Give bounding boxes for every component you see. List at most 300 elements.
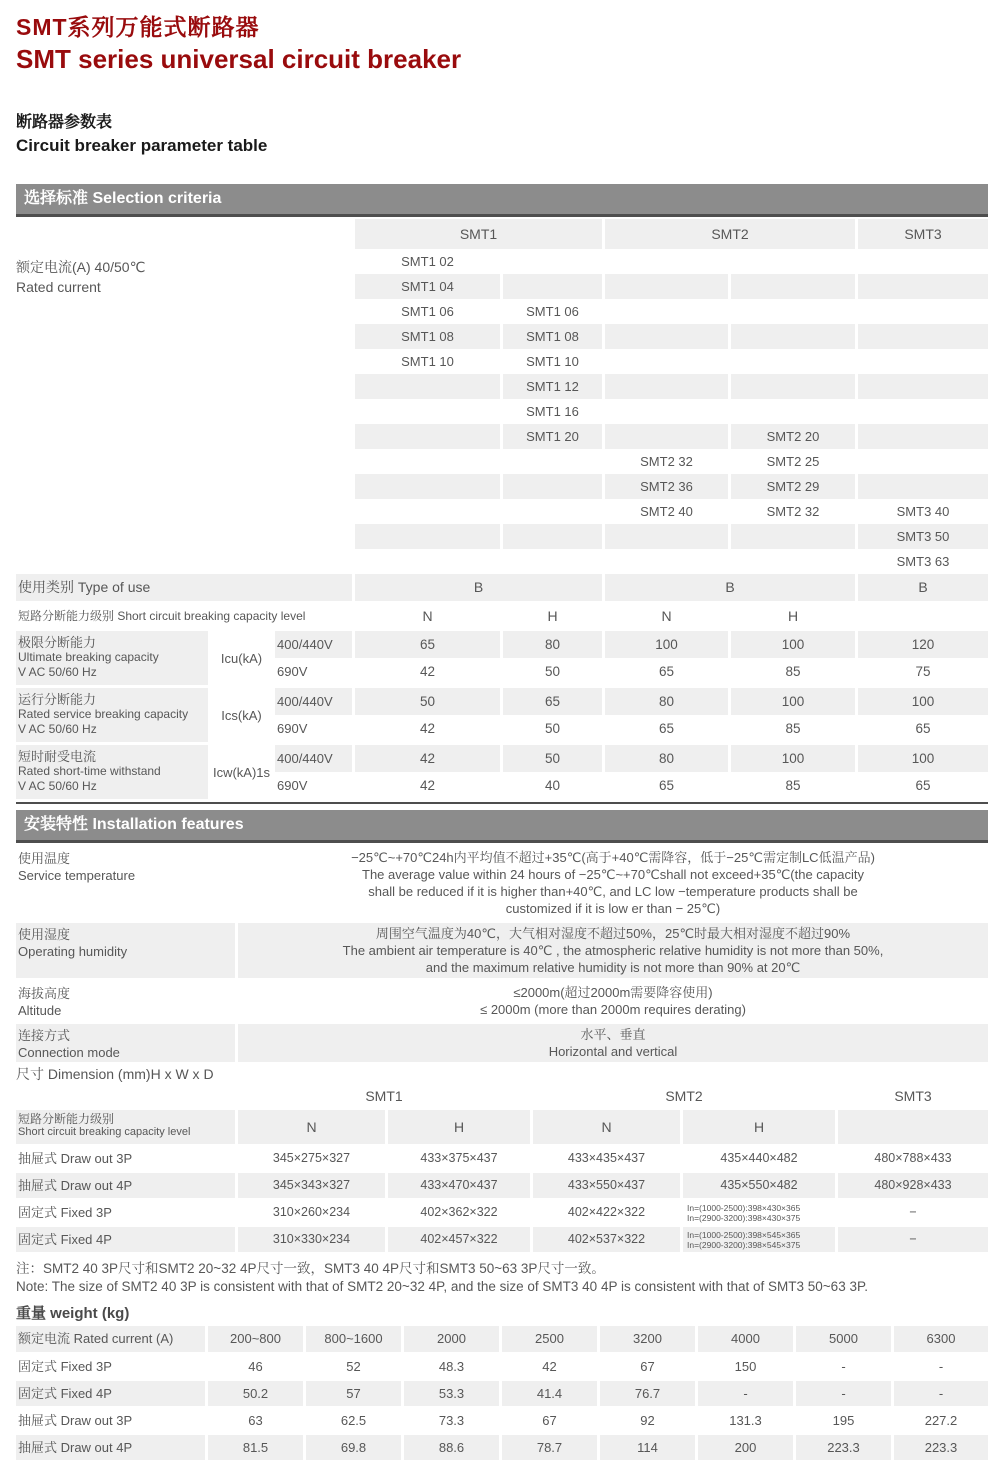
operating-humidity-line: The ambient air temperature is 40℃ , the atmospheric relative humidity is not more than 50%, <box>342 943 884 958</box>
rated-cell <box>855 324 988 349</box>
dimension-value-small <box>680 1227 835 1252</box>
weight-value: 76.7 <box>597 1381 695 1406</box>
weight-value: 73.3 <box>401 1408 499 1433</box>
weight-row-label: 抽屉式 Draw out 4P <box>16 1435 205 1460</box>
service-temperature-row <box>16 847 988 919</box>
weight-heading: 重量 weight (kg) <box>16 1305 130 1322</box>
capacity-value: 85 <box>728 658 855 685</box>
rated-cell <box>602 549 728 574</box>
capacity-values-row <box>272 715 988 742</box>
altitude-value <box>235 982 988 1020</box>
rated-current-label <box>16 249 352 574</box>
dimension-value: 402×537×322 <box>530 1227 680 1252</box>
weight-value: 227.2 <box>891 1408 988 1433</box>
weight-value: 131.3 <box>695 1408 793 1433</box>
capacity-value: 65 <box>352 631 500 658</box>
dimension-row-fixed-3p <box>16 1200 988 1225</box>
weight-column-header: 800~1600 <box>303 1326 401 1352</box>
capacity-value: 100 <box>602 631 728 658</box>
capacity-value: 50 <box>352 688 500 715</box>
dimension-series-smt3: SMT3 <box>835 1084 988 1108</box>
rated-cell <box>500 249 602 274</box>
weight-value: 67 <box>499 1408 597 1433</box>
rated-cell: SMT2 36 <box>602 474 728 499</box>
rated-row <box>352 399 988 424</box>
capacity-value: 65 <box>602 715 728 742</box>
dimension-small-line: In=(2900-3200):398×430×375 <box>687 1212 801 1223</box>
dimension-capacity-level-value: H <box>680 1110 835 1144</box>
capacity-level-value <box>855 601 988 631</box>
capacity-value: 42 <box>352 715 500 742</box>
capacity-value: 100 <box>855 688 988 715</box>
rated-cell <box>728 524 855 549</box>
dimension-value: 345×343×327 <box>235 1173 385 1198</box>
rated-cell: SMT2 29 <box>728 474 855 499</box>
capacity-level-value: N <box>352 601 500 631</box>
rated-row <box>352 274 988 299</box>
operating-humidity-line: and the maximum relative humidity is not more than 90% at 20℃ <box>425 960 801 975</box>
operating-humidity-label-en: Operating humidity <box>18 944 128 959</box>
dimension-capacity-level-label <box>16 1110 235 1144</box>
rated-cell: SMT1 10 <box>352 349 500 374</box>
rated-cell <box>602 424 728 449</box>
rated-row <box>352 324 988 349</box>
dimension-value: 310×330×234 <box>235 1227 385 1252</box>
capacity-block-label-cn: 运行分断能力 <box>18 692 97 707</box>
rated-cell <box>855 274 988 299</box>
operating-humidity-label <box>16 923 235 978</box>
capacity-block-label-en: Rated service breaking capacity <box>18 707 189 721</box>
dimension-row-label: 抽屉式 Draw out 3P <box>18 1151 133 1166</box>
series-header-smt2: SMT2 <box>602 219 855 249</box>
voltage-label: 400/440V <box>272 688 352 715</box>
capacity-value: 100 <box>728 745 855 772</box>
rated-cell <box>602 524 728 549</box>
dimension-value: 345×275×327 <box>235 1146 385 1171</box>
weight-row-label: 固定式 Fixed 3P <box>18 1359 112 1374</box>
altitude-row <box>16 982 988 1020</box>
weight-row-label: 抽屉式 Draw out 3P <box>18 1413 133 1428</box>
capacity-block-icu <box>16 631 988 685</box>
dimension-value: 480×928×433 <box>835 1173 988 1198</box>
weight-value: 78.7 <box>499 1435 597 1460</box>
rated-cell <box>602 274 728 299</box>
dimension-series-spacer <box>16 1084 235 1108</box>
capacity-values-row <box>272 631 988 658</box>
operating-humidity-label-cn: 使用湿度 <box>18 927 71 942</box>
rated-cell <box>855 449 988 474</box>
rated-row <box>352 549 988 574</box>
capacity-value: 65 <box>602 658 728 685</box>
rated-cell: SMT1 04 <box>352 274 500 299</box>
capacity-block-label <box>16 688 208 742</box>
rated-cell <box>500 474 602 499</box>
rated-row <box>352 349 988 374</box>
rated-cell <box>728 374 855 399</box>
weight-value: 81.5 <box>205 1435 303 1460</box>
page-subtitle-en: Circuit breaker parameter table <box>16 136 268 155</box>
rated-cell <box>728 274 855 299</box>
dimension-row-fixed-4p <box>16 1227 988 1252</box>
capacity-block-label-en: Ultimate breaking capacity <box>18 650 159 664</box>
weight-header-label: 额定电流 Rated current (A) <box>16 1326 205 1352</box>
rated-row <box>352 424 988 449</box>
weight-value: 114 <box>597 1435 695 1460</box>
weight-header-row <box>16 1326 988 1352</box>
weight-value: 223.3 <box>891 1435 988 1460</box>
rated-cell <box>352 399 500 424</box>
dimension-row-drawout-3p <box>16 1146 988 1171</box>
weight-value: - <box>891 1381 988 1406</box>
dimension-row-label: 固定式 Fixed 3P <box>18 1205 112 1220</box>
operating-humidity-value <box>235 923 988 978</box>
service-temperature-label <box>16 847 235 919</box>
voltage-label: 400/440V <box>272 631 352 658</box>
dimension-capacity-level-label-en: Short circuit breaking capacity level <box>18 1126 191 1138</box>
rated-cell: SMT2 32 <box>728 499 855 524</box>
weight-value: 150 <box>695 1354 793 1379</box>
capacity-block-label-sub: V AC 50/60 Hz <box>18 665 97 679</box>
weight-value: - <box>793 1354 891 1379</box>
capacity-value: 42 <box>352 772 500 799</box>
dimension-value: − <box>835 1227 988 1252</box>
weight-column-header: 2500 <box>499 1326 597 1352</box>
capacity-value: 100 <box>855 745 988 772</box>
type-of-use-value: B <box>602 574 855 601</box>
capacity-value: 80 <box>602 745 728 772</box>
capacity-block-label-cn: 短时耐受电流 <box>18 749 97 764</box>
rated-cell: SMT3 63 <box>855 549 988 574</box>
capacity-value: 65 <box>500 688 602 715</box>
voltage-label: 690V <box>272 658 352 685</box>
rated-row <box>352 499 988 524</box>
altitude-label <box>16 982 235 1020</box>
rated-cell <box>855 249 988 274</box>
rated-cell <box>855 349 988 374</box>
capacity-value: 50 <box>500 745 602 772</box>
rated-cell: SMT1 16 <box>500 399 602 424</box>
dimension-value: 310×260×234 <box>235 1200 385 1225</box>
capacity-value: 85 <box>728 715 855 742</box>
capacity-level-value: H <box>728 601 855 631</box>
connection-mode-label-cn: 连接方式 <box>18 1028 71 1043</box>
rated-row <box>352 474 988 499</box>
rated-cell <box>728 249 855 274</box>
dimension-value: 433×375×437 <box>385 1146 530 1171</box>
page-subtitle-cn: 断路器参数表 <box>16 114 113 131</box>
capacity-level-value: N <box>602 601 728 631</box>
dimension-series-smt2: SMT2 <box>530 1084 835 1108</box>
rated-cell <box>352 499 500 524</box>
weight-value: - <box>891 1354 988 1379</box>
weight-value: 62.5 <box>303 1408 401 1433</box>
series-header-smt1: SMT1 <box>352 219 602 249</box>
capacity-block-unit: Ics(kA) <box>208 688 272 742</box>
dimension-value: 480×788×433 <box>835 1146 988 1171</box>
dimension-small-line: In=(1000-2500):398×545×365 <box>687 1229 801 1240</box>
dimension-small-line: In=(1000-2500):398×430×365 <box>687 1202 801 1213</box>
rated-cell <box>728 399 855 424</box>
rated-cell: SMT1 08 <box>352 324 500 349</box>
service-temperature-line: shall be reduced if it is higher than+40℃, and LC low −temperature products shall be <box>368 884 858 899</box>
weight-column-header: 6300 <box>891 1326 988 1352</box>
capacity-value: 50 <box>500 658 602 685</box>
dimension-capacity-level-value: H <box>385 1110 530 1144</box>
dimension-row-drawout-4p <box>16 1173 988 1198</box>
dimension-value: 402×422×322 <box>530 1200 680 1225</box>
weight-row-drawout-3p <box>16 1408 988 1433</box>
rated-cell <box>728 324 855 349</box>
rated-cell <box>728 349 855 374</box>
dimension-series-header-row <box>16 1084 988 1108</box>
page-title-cn: SMT系列万能式断路器 <box>16 14 260 40</box>
weight-value: 200 <box>695 1435 793 1460</box>
dimension-note-en: Note: The size of SMT2 40 3P is consistent with that of SMT2 20~32 4P, and the size of SMT3 40 4P is consistent with that of SMT3 50~63 3P. <box>16 1279 868 1294</box>
weight-value: 92 <box>597 1408 695 1433</box>
capacity-level-label: 短路分断能力级别 Short circuit breaking capacity level <box>18 609 306 623</box>
rated-cell: SMT1 08 <box>500 324 602 349</box>
rated-cell <box>602 299 728 324</box>
capacity-value: 40 <box>500 772 602 799</box>
dimension-value: 433×470×437 <box>385 1173 530 1198</box>
dimension-capacity-level-value: N <box>530 1110 680 1144</box>
capacity-value: 65 <box>855 772 988 799</box>
rated-cell: SMT3 40 <box>855 499 988 524</box>
rated-cell <box>602 349 728 374</box>
weight-value: 46 <box>205 1354 303 1379</box>
weight-value: - <box>793 1381 891 1406</box>
dimension-series-smt1: SMT1 <box>235 1084 530 1108</box>
weight-value: 67 <box>597 1354 695 1379</box>
weight-column-header: 200~800 <box>205 1326 303 1352</box>
service-temperature-label-en: Service temperature <box>18 868 136 883</box>
dimension-small-line: In=(2900-3200):398×545×375 <box>687 1239 801 1250</box>
rated-cell: SMT2 32 <box>602 449 728 474</box>
type-of-use-row <box>16 574 988 601</box>
weight-value: - <box>695 1381 793 1406</box>
rated-cell <box>352 374 500 399</box>
voltage-label: 400/440V <box>272 745 352 772</box>
capacity-block-label-sub: V AC 50/60 Hz <box>18 722 97 736</box>
series-header-smt3: SMT3 <box>855 219 988 249</box>
capacity-values-row <box>272 688 988 715</box>
capacity-value: 65 <box>855 715 988 742</box>
capacity-block-unit: Icw(kA)1s <box>208 745 272 799</box>
rated-cell <box>500 499 602 524</box>
selection-criteria-table <box>16 219 988 804</box>
capacity-block-icw <box>16 745 988 799</box>
rated-cell <box>602 249 728 274</box>
dimension-value: 433×435×437 <box>530 1146 680 1171</box>
dimension-row-label: 抽屉式 Draw out 4P <box>16 1173 235 1198</box>
capacity-values-row <box>272 772 988 799</box>
service-temperature-line: The average value within 24 hours of −25℃~+70℃shall not exceed+35℃(the capacity <box>362 867 864 882</box>
weight-value: 42 <box>499 1354 597 1379</box>
capacity-value: 42 <box>352 745 500 772</box>
rated-cell <box>500 274 602 299</box>
rated-cell: SMT1 10 <box>500 349 602 374</box>
capacity-block-label <box>16 631 208 685</box>
rated-cell <box>855 374 988 399</box>
dimension-value: 435×550×482 <box>680 1173 835 1198</box>
capacity-value: 85 <box>728 772 855 799</box>
capacity-values-row <box>272 745 988 772</box>
dimension-note-cn: 注：SMT2 40 3P尺寸和SMT2 20~32 4P尺寸一致，SMT3 40 4P尺寸和SMT3 50~63 3P尺寸一致。 <box>16 1261 605 1276</box>
capacity-level-row <box>16 601 988 631</box>
weight-value: 57 <box>303 1381 401 1406</box>
weight-row-drawout-4p <box>16 1435 988 1460</box>
rated-cell <box>352 449 500 474</box>
capacity-block-label <box>16 745 208 799</box>
voltage-label: 690V <box>272 715 352 742</box>
capacity-value: 80 <box>500 631 602 658</box>
rated-cell <box>855 424 988 449</box>
rated-current-grid <box>352 249 988 574</box>
weight-column-header: 5000 <box>793 1326 891 1352</box>
weight-row-fixed-3p <box>16 1354 988 1379</box>
capacity-value: 75 <box>855 658 988 685</box>
dimension-capacity-level-value: N <box>235 1110 385 1144</box>
weight-row-fixed-4p <box>16 1381 988 1406</box>
rated-cell <box>602 374 728 399</box>
rated-row <box>352 449 988 474</box>
page-subtitle <box>16 112 988 158</box>
capacity-value: 120 <box>855 631 988 658</box>
rated-current-label-en: Rated current <box>16 279 101 295</box>
connection-mode-label-en: Connection mode <box>18 1045 120 1060</box>
capacity-block-ics <box>16 688 988 742</box>
dimension-note <box>16 1260 988 1296</box>
dimension-row-label: 固定式 Fixed 4P <box>16 1227 235 1252</box>
rated-cell: SMT1 06 <box>352 299 500 324</box>
service-temperature-label-cn: 使用温度 <box>18 851 71 866</box>
rated-cell <box>352 424 500 449</box>
weight-value: 63 <box>205 1408 303 1433</box>
capacity-level-value: H <box>500 601 602 631</box>
weight-column-header: 3200 <box>597 1326 695 1352</box>
rated-row <box>352 299 988 324</box>
weight-row-label: 固定式 Fixed 4P <box>16 1381 205 1406</box>
service-temperature-line: −25℃~+70℃24h内平均值不超过+35℃(高于+40℃需降容，低于−25℃需定制LC低温产品) <box>351 850 875 865</box>
rated-cell <box>855 299 988 324</box>
type-of-use-label: 使用类别 Type of use <box>16 574 352 601</box>
dimension-capacity-level-row <box>16 1110 988 1144</box>
rated-row <box>352 524 988 549</box>
rated-cell <box>352 524 500 549</box>
altitude-line: ≤ 2000m (more than 2000m requires derating) <box>480 1002 746 1017</box>
service-temperature-line: customized if it is low er than − 25℃) <box>505 901 721 916</box>
rated-row <box>352 249 988 274</box>
rated-cell: SMT1 12 <box>500 374 602 399</box>
series-header-row <box>16 219 988 249</box>
capacity-value: 50 <box>500 715 602 742</box>
rated-cell: SMT1 06 <box>500 299 602 324</box>
rated-cell <box>500 449 602 474</box>
dimension-capacity-level-label-cn: 短路分断能力级别 <box>18 1112 115 1126</box>
capacity-value: 100 <box>728 688 855 715</box>
voltage-label: 690V <box>272 772 352 799</box>
dimension-heading: 尺寸 Dimension (mm)H x W x D <box>16 1066 214 1082</box>
rated-current-section <box>16 249 988 574</box>
dimension-value: 433×550×437 <box>530 1173 680 1198</box>
connection-mode-label <box>16 1024 235 1062</box>
page-title-en: SMT series universal circuit breaker <box>16 44 462 74</box>
rated-cell <box>500 549 602 574</box>
capacity-value: 42 <box>352 658 500 685</box>
rated-cell: SMT1 20 <box>500 424 602 449</box>
dimension-value-small <box>680 1200 835 1225</box>
rated-cell <box>352 474 500 499</box>
capacity-value: 100 <box>728 631 855 658</box>
rated-cell <box>602 324 728 349</box>
weight-value: 88.6 <box>401 1435 499 1460</box>
series-header-spacer <box>16 219 352 249</box>
rated-cell <box>855 399 988 424</box>
dimension-value: − <box>835 1200 988 1225</box>
altitude-label-cn: 海拔高度 <box>18 986 71 1001</box>
capacity-block-unit: Icu(kA) <box>208 631 272 685</box>
rated-cell: SMT2 40 <box>602 499 728 524</box>
service-temperature-value <box>235 847 988 919</box>
capacity-block-label-cn: 极限分断能力 <box>18 635 97 650</box>
capacity-value: 65 <box>602 772 728 799</box>
operating-humidity-line: 周围空气温度为40℃，大气相对湿度不超过50%，25℃时最大相对湿度不超过90% <box>375 926 851 941</box>
section-bar-installation-features: 安装特性 Installation features <box>16 810 988 843</box>
dimension-value: 402×457×322 <box>385 1227 530 1252</box>
type-of-use-value: B <box>352 574 602 601</box>
type-of-use-value: B <box>855 574 988 601</box>
dimension-value: 435×440×482 <box>680 1146 835 1171</box>
rated-cell: SMT3 50 <box>855 524 988 549</box>
weight-value: 69.8 <box>303 1435 401 1460</box>
connection-mode-row <box>16 1024 988 1062</box>
dimension-capacity-level-value <box>835 1110 988 1144</box>
section-bar-selection-criteria: 选择标准 Selection criteria <box>16 184 988 217</box>
rated-cell <box>500 524 602 549</box>
weight-value: 50.2 <box>205 1381 303 1406</box>
capacity-block-label-sub: V AC 50/60 Hz <box>18 779 97 793</box>
rated-cell <box>855 474 988 499</box>
weight-value: 48.3 <box>401 1354 499 1379</box>
rated-cell: SMT1 02 <box>352 249 500 274</box>
rated-cell: SMT2 25 <box>728 449 855 474</box>
rated-cell <box>728 299 855 324</box>
rated-row <box>352 374 988 399</box>
weight-value: 53.3 <box>401 1381 499 1406</box>
rated-cell <box>352 549 500 574</box>
weight-value: 41.4 <box>499 1381 597 1406</box>
rated-current-label-cn: 额定电流(A) 40/50℃ <box>16 259 146 275</box>
connection-mode-line: Horizontal and vertical <box>548 1044 678 1059</box>
dimension-value: 402×362×322 <box>385 1200 530 1225</box>
weight-value: 223.3 <box>793 1435 891 1460</box>
rated-cell: SMT2 20 <box>728 424 855 449</box>
operating-humidity-row <box>16 923 988 978</box>
rated-cell <box>602 399 728 424</box>
weight-value: 195 <box>793 1408 891 1433</box>
weight-column-header: 2000 <box>401 1326 499 1352</box>
connection-mode-value <box>235 1024 988 1062</box>
capacity-values-row <box>272 658 988 685</box>
connection-mode-line: 水平、垂直 <box>580 1027 646 1042</box>
altitude-line: ≤2000m(超过2000m需要降容使用) <box>513 985 713 1000</box>
altitude-label-en: Altitude <box>18 1003 62 1018</box>
weight-column-header: 4000 <box>695 1326 793 1352</box>
capacity-block-label-en: Rated short-time withstand <box>18 764 161 778</box>
rated-cell <box>728 549 855 574</box>
capacity-value: 80 <box>602 688 728 715</box>
weight-value: 52 <box>303 1354 401 1379</box>
